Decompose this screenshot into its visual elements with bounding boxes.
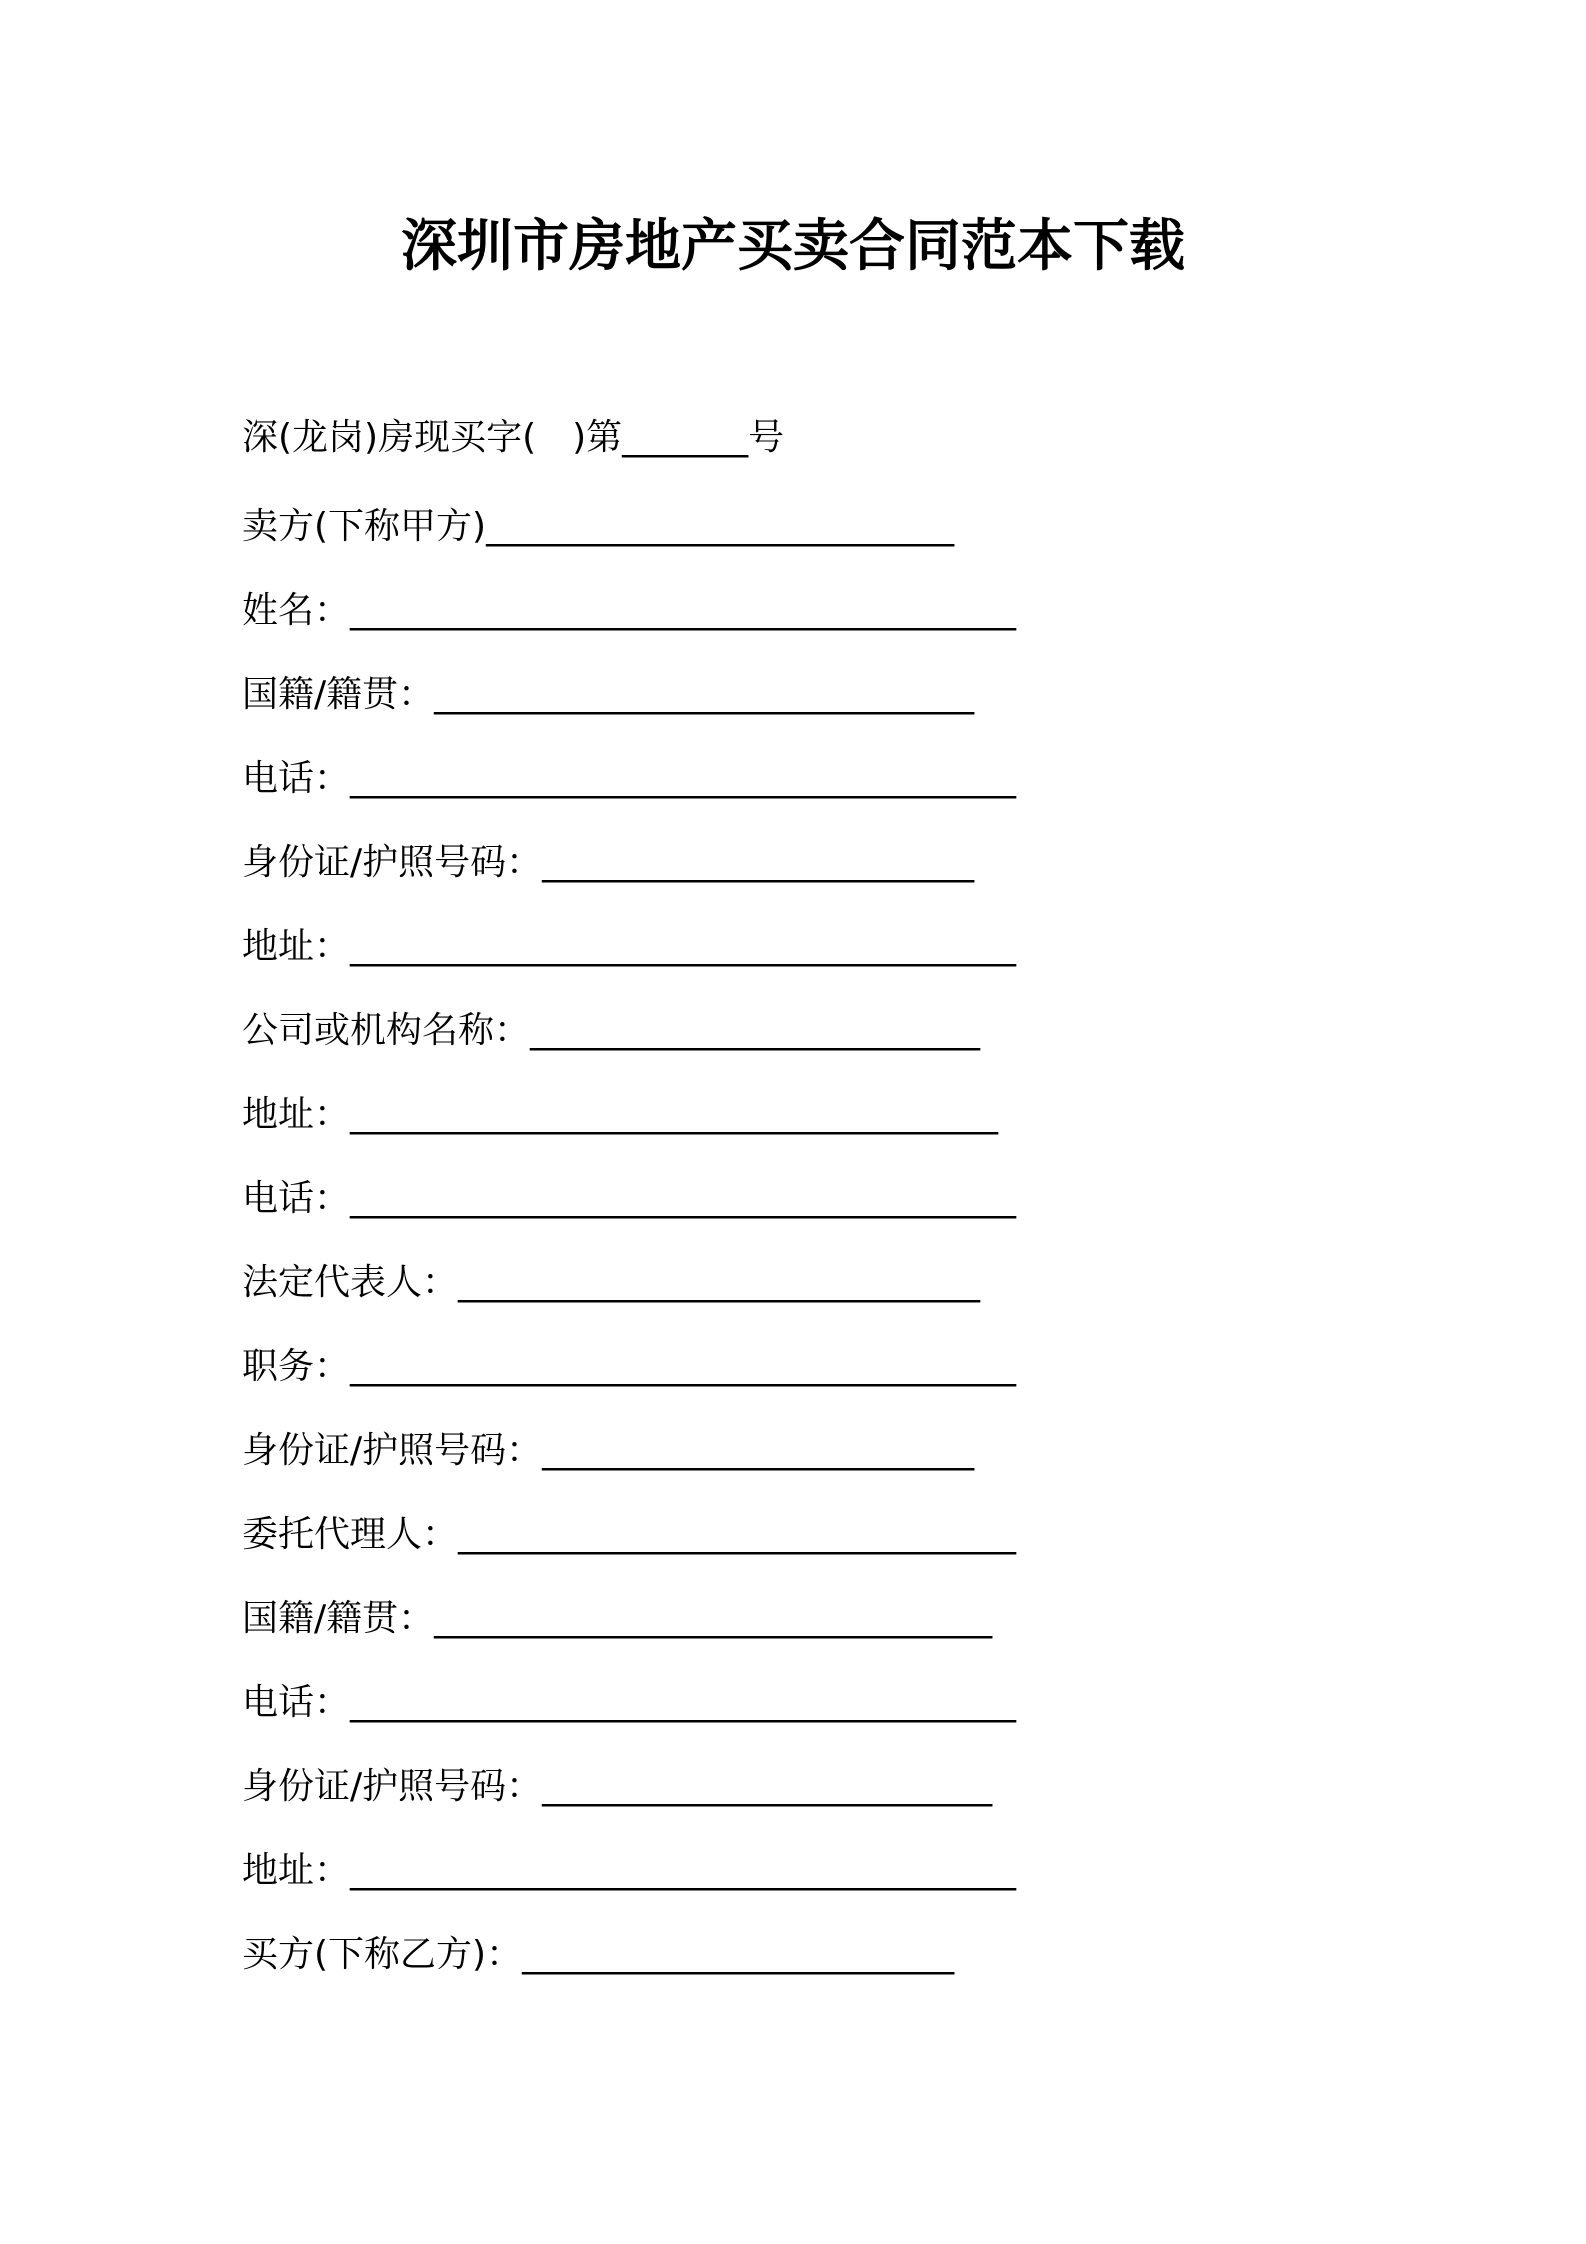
- seller-name-line: 姓名：_____________________________________: [242, 590, 1017, 631]
- legal-representative-line: 法定代表人：_____________________________: [242, 1262, 981, 1303]
- document-title: 深圳市房地产买卖合同范本下载: [401, 214, 1185, 279]
- contract-number-line: 深(龙岗)房现买字( )第_______号: [242, 417, 785, 458]
- agent-address-line: 地址：_____________________________________: [242, 1850, 1017, 1891]
- seller-heading-line: 卖方(下称甲方)__________________________: [242, 506, 955, 547]
- agent-phone-line: 电话：_____________________________________: [242, 1682, 1017, 1723]
- seller-address-line: 地址：_____________________________________: [242, 926, 1017, 967]
- agent-line: 委托代理人：_______________________________: [242, 1514, 1017, 1555]
- company-name-line: 公司或机构名称：_________________________: [242, 1010, 981, 1051]
- representative-id-line: 身份证/护照号码：________________________: [242, 1430, 975, 1471]
- company-address-line: 地址：____________________________________: [242, 1094, 999, 1135]
- seller-id-line: 身份证/护照号码：________________________: [242, 842, 975, 883]
- seller-nationality-line: 国籍/籍贯：______________________________: [242, 674, 975, 715]
- position-line: 职务：_____________________________________: [242, 1346, 1017, 1387]
- company-phone-line: 电话：_____________________________________: [242, 1178, 1017, 1219]
- agent-nationality-line: 国籍/籍贯：_______________________________: [242, 1598, 993, 1639]
- agent-id-line: 身份证/护照号码：_________________________: [242, 1766, 993, 1807]
- seller-phone-line: 电话：_____________________________________: [242, 758, 1017, 799]
- buyer-heading-line: 买方(下称乙方)：________________________: [242, 1934, 955, 1975]
